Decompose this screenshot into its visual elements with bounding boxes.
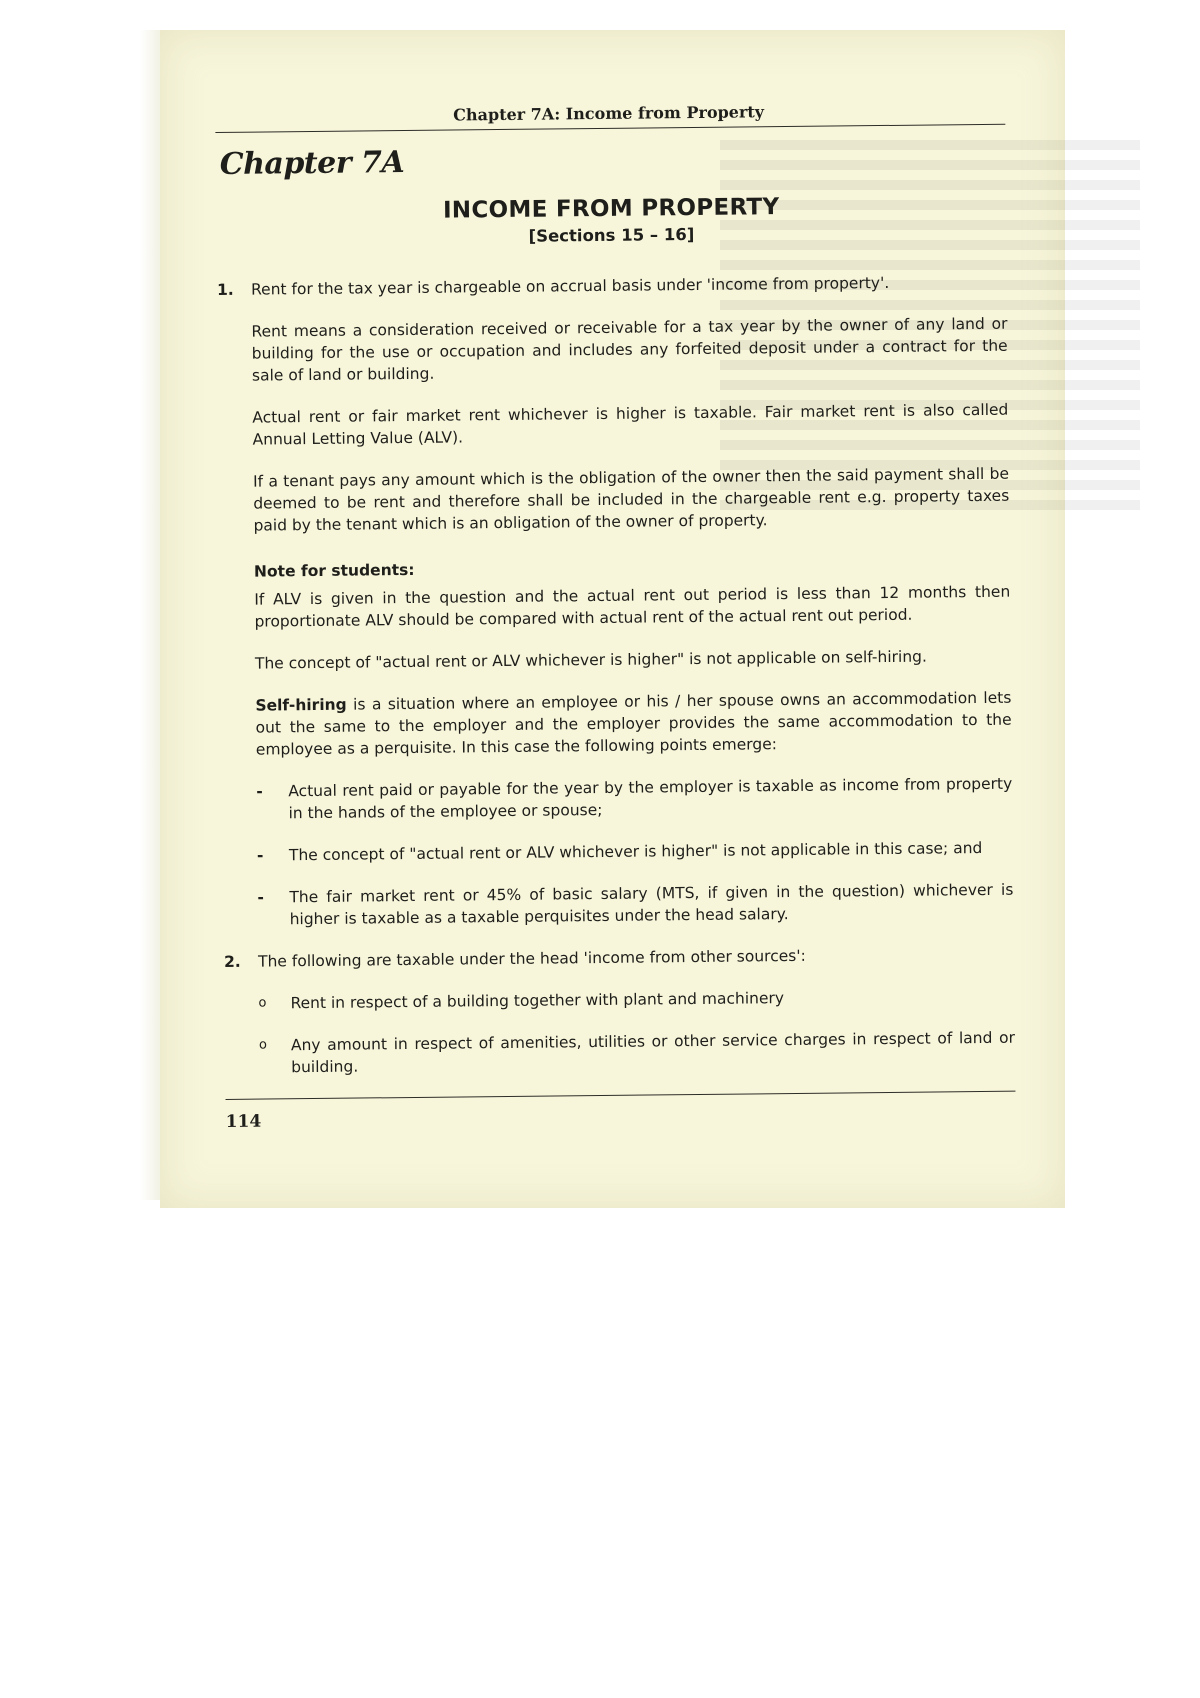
- list-item: [257, 837, 1013, 867]
- list-item: [257, 879, 1013, 931]
- circle-bullet: o: [258, 1037, 267, 1053]
- paragraph-tenant: If a tenant pays any amount which is the obligation of the owner then the said payment shall be deemed to be rent and therefore shall be included in the chargeable rent e.g. property taxes paid by the tenant which is an obligation of the owner of property.: [252, 464, 1010, 535]
- note-text: If ALV is given in the question and the actual rent out period is less than 12 months then proportionate ALV should be compared with actual rent of the actual rent out period.: [254, 582, 1011, 631]
- circle-list: [258, 985, 1015, 1079]
- footer-rule: [226, 1091, 1016, 1100]
- item-number: 2.: [223, 952, 241, 971]
- numbered-item-1: [217, 271, 1007, 301]
- self-hiring-text: is a situation where an employee or his / her spouse owns an accommodation lets out the same to the employer and the employer provides the same accommodation to the employee as a perquisite. In this case the following points emerge:: [255, 688, 1012, 759]
- document-page: [215, 87, 1016, 1132]
- paragraph-actual-rent: Actual rent or fair market rent whichever is higher is taxable. Fair market rent is also called Annual Letting Value (ALV).: [252, 400, 1009, 449]
- list-item-text: Rent in respect of a building together with plant and machinery: [290, 989, 785, 1013]
- page-number: 114: [225, 1111, 262, 1132]
- numbered-item-2: [224, 943, 1014, 973]
- item-text: The following are taxable under the head 'income from other sources':: [257, 946, 806, 971]
- list-item: [256, 773, 1012, 825]
- dash-bullet: -: [256, 782, 263, 801]
- paragraph-rent-meaning: Rent means a consideration received or receivable for a tax year by the owner of any land or building for the use or occupation and includes any forfeited deposit under a contract for the sale of land or building.: [251, 314, 1008, 385]
- note-heading: Note for students:: [253, 560, 415, 581]
- paragraph-self-hiring: [255, 687, 1012, 761]
- self-hiring-term: Self-hiring: [255, 695, 347, 715]
- dash-list: [256, 773, 1014, 931]
- dash-bullet: -: [257, 888, 264, 907]
- list-item-text: The fair market rent or 45% of basic salary (MTS, if given in the question) whichever is higher is taxable as a taxable perquisites under the head salary.: [289, 880, 1014, 929]
- dash-bullet: -: [256, 846, 264, 865]
- list-item: [258, 985, 1014, 1015]
- running-header: [215, 87, 1005, 133]
- paragraph-concept: The concept of "actual rent or ALV whichever is higher" is not applicable on self-hiring.: [254, 647, 927, 673]
- list-item-text: Actual rent paid or payable for the year by the employer is taxable as income from property in the hands of the employee or spouse;: [288, 774, 1013, 823]
- list-item-text: The concept of "actual rent or ALV whichever is higher" is not applicable in this case; and: [288, 839, 983, 865]
- scan-edge-shadow: [140, 30, 162, 1200]
- header-rule: [215, 124, 1005, 133]
- list-item-text: Any amount in respect of amenities, utilities or other service charges in respect of land or building.: [290, 1028, 1016, 1077]
- circle-bullet: o: [258, 995, 267, 1011]
- item-number: 1.: [216, 280, 234, 299]
- page-title: INCOME FROM PROPERTY: [442, 194, 780, 224]
- chapter-label: Chapter 7A: [219, 145, 405, 182]
- page-subtitle: [Sections 15 – 16]: [528, 224, 695, 246]
- list-item: [259, 1027, 1015, 1079]
- item-text: Rent for the tax year is chargeable on accrual basis under 'income from property'.: [250, 273, 890, 299]
- running-head-title: Chapter 7A: Income from Property: [453, 102, 765, 125]
